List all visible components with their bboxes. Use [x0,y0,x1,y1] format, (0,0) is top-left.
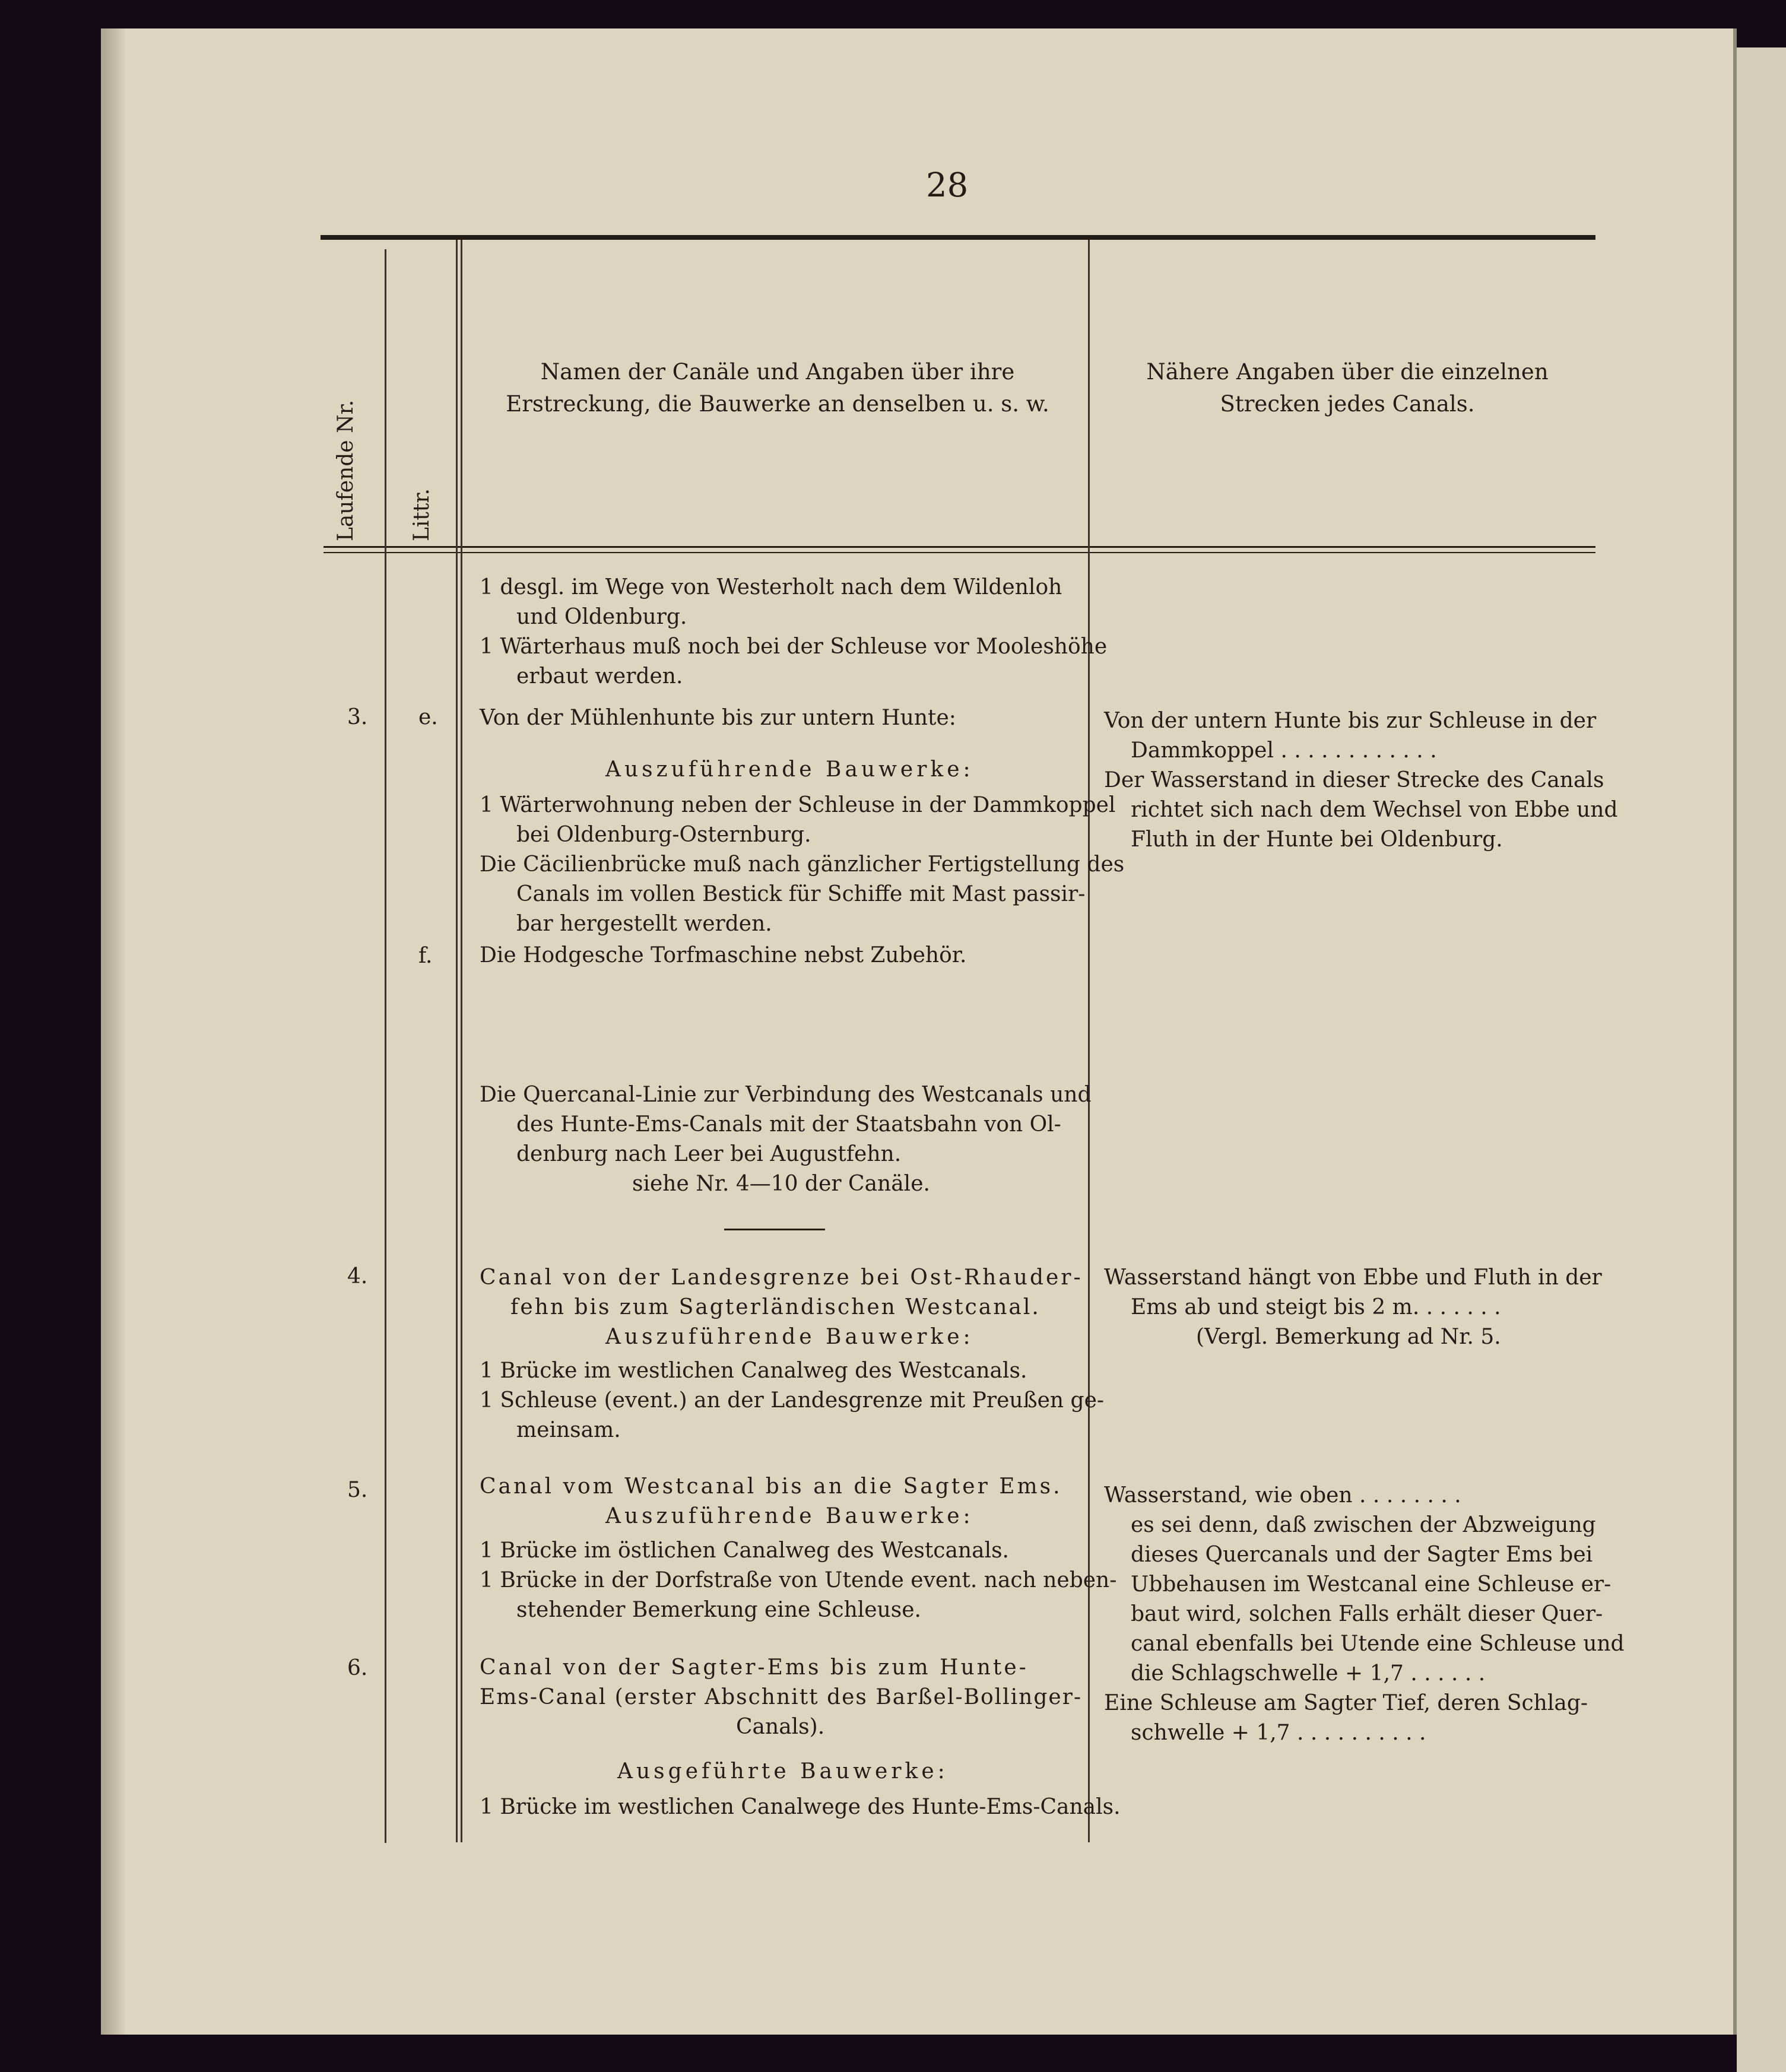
text-line: siehe Nr. 4—10 der Canäle. [632,1172,930,1196]
text-line: Von der Mühlenhunte bis zur untern Hunte: [480,706,956,730]
text-line: Ubbehausen im Westcanal eine Schleuse er- [1131,1572,1611,1597]
column-rule [461,240,462,1842]
page-number: 28 [926,166,969,205]
text-line: 1 Brücke im östlichen Canalweg des Westcanals. [480,1538,1010,1563]
subheading: Auszuführende Bauwerke: [605,757,974,782]
header-laufende-nr: Laufende Nr. [334,399,358,541]
text-line: baut wird, solchen Falls erhält dieser Quer- [1131,1602,1603,1626]
row-number: 6. [347,1656,368,1680]
header-names: Namen der Canäle und Angaben über ihre Erstreckung, die Bauwerke an denselben u. s. w. [506,359,1049,417]
next-page-edge [1737,47,1786,2072]
text-line: Fluth in der Hunte bei Oldenburg. [1131,827,1503,852]
text-line: Die Hodgesche Torfmaschine nebst Zubehör. [480,943,967,967]
text-line: Canal von der Sagter-Ems bis zum Hunte- [480,1655,1029,1680]
text-line: Wasserstand hängt von Ebbe und Fluth in der [1104,1265,1602,1290]
text-line: 1 Brücke in der Dorfstraße von Utende event. nach neben- [480,1568,1117,1592]
littr-label: e. [418,705,438,729]
document-page [101,28,1737,2035]
column-rule [1088,240,1090,1842]
text-line: Canals). [736,1715,825,1739]
text-line: Eine Schleuse am Sagter Tief, deren Schlag- [1104,1691,1588,1715]
text-line: schwelle + 1,7 . . . . . . . . . . [1131,1721,1426,1745]
text-line: Die Cäcilienbrücke muß nach gänzlicher Fertigstellung des [480,852,1125,877]
text-line: 1 Schleuse (event.) an der Landesgrenze mit Preußen ge- [480,1388,1105,1413]
text-line: Ems ab und steigt bis 2 m. . . . . . . [1131,1295,1501,1319]
text-line: erbaut werden. [516,664,683,688]
text-line: denburg nach Leer bei Augustfehn. [516,1142,902,1166]
text-line: Der Wasserstand in dieser Strecke des Canals [1104,768,1604,792]
text-line: Canal vom Westcanal bis an die Sagter Ems. [480,1474,1062,1499]
text-line: Von der untern Hunte bis zur Schleuse in der [1104,709,1597,733]
column-rule [456,240,458,1842]
header-rule [323,546,1595,548]
text-line: und Oldenburg. [516,605,687,629]
text-line: Wasserstand, wie oben . . . . . . . . [1104,1483,1461,1508]
text-line: canal ebenfalls bei Utende eine Schleuse und [1131,1632,1625,1656]
text-line: 1 Wärterwohnung neben der Schleuse in der Dammkoppel [480,793,1116,817]
text-line: 1 Brücke im westlichen Canalweg des Westcanals. [480,1359,1027,1383]
text-line: fehn bis zum Sagterländischen Westcanal. [510,1295,1040,1319]
top-rule [321,235,1595,240]
text-line: bar hergestellt werden. [516,912,772,936]
row-number: 5. [347,1478,368,1502]
header-littr: Littr. [410,488,434,541]
text-line: meinsam. [516,1418,621,1442]
text-line: es sei denn, daß zwischen der Abzweigung [1131,1513,1596,1537]
text-line: Dammkoppel . . . . . . . . . . . . [1131,738,1437,763]
text-line: die Schlagschwelle + 1,7 . . . . . . [1131,1661,1486,1686]
text-line: 1 Wärterhaus muß noch bei der Schleuse vor Mooleshöhe [480,634,1108,659]
subheading: Auszuführende Bauwerke: [605,1504,974,1528]
row-number: 4. [347,1264,368,1289]
text-line: richtet sich nach dem Wechsel von Ebbe und [1131,798,1618,822]
text-line: (Vergl. Bemerkung ad Nr. 5. [1196,1325,1501,1349]
text-line: Canals im vollen Bestick für Schiffe mit Mast passir- [516,882,1086,906]
text-line: 1 desgl. im Wege von Westerholt nach dem Wildenloh [480,575,1062,599]
text-line: 1 Brücke im westlichen Canalwege des Hunte-Ems-Canals. [480,1795,1121,1819]
text-line: Die Quercanal-Linie zur Verbindung des Westcanals und [480,1083,1092,1107]
text-line: Ems-Canal (erster Abschnitt des Barßel-Bollinger- [480,1685,1083,1709]
text-line: des Hunte-Ems-Canals mit der Staatsbahn von Ol- [516,1112,1061,1137]
separator [724,1229,825,1230]
row-number: 3. [347,705,368,729]
header-rule-2 [323,552,1595,553]
subheading: Auszuführende Bauwerke: [605,1325,974,1349]
text-line: stehender Bemerkung eine Schleuse. [516,1598,921,1622]
header-details: Nähere Angaben über die einzelnen Strecken jedes Canals. [1146,359,1549,417]
column-rule [385,249,386,1843]
text-line: dieses Quercanals und der Sagter Ems bei [1131,1543,1593,1567]
text-line: Canal von der Landesgrenze bei Ost-Rhauder- [480,1265,1083,1290]
littr-label: f. [418,944,433,968]
subheading: Ausgeführte Bauwerke: [617,1759,948,1784]
text-line: bei Oldenburg-Osternburg. [516,823,811,847]
